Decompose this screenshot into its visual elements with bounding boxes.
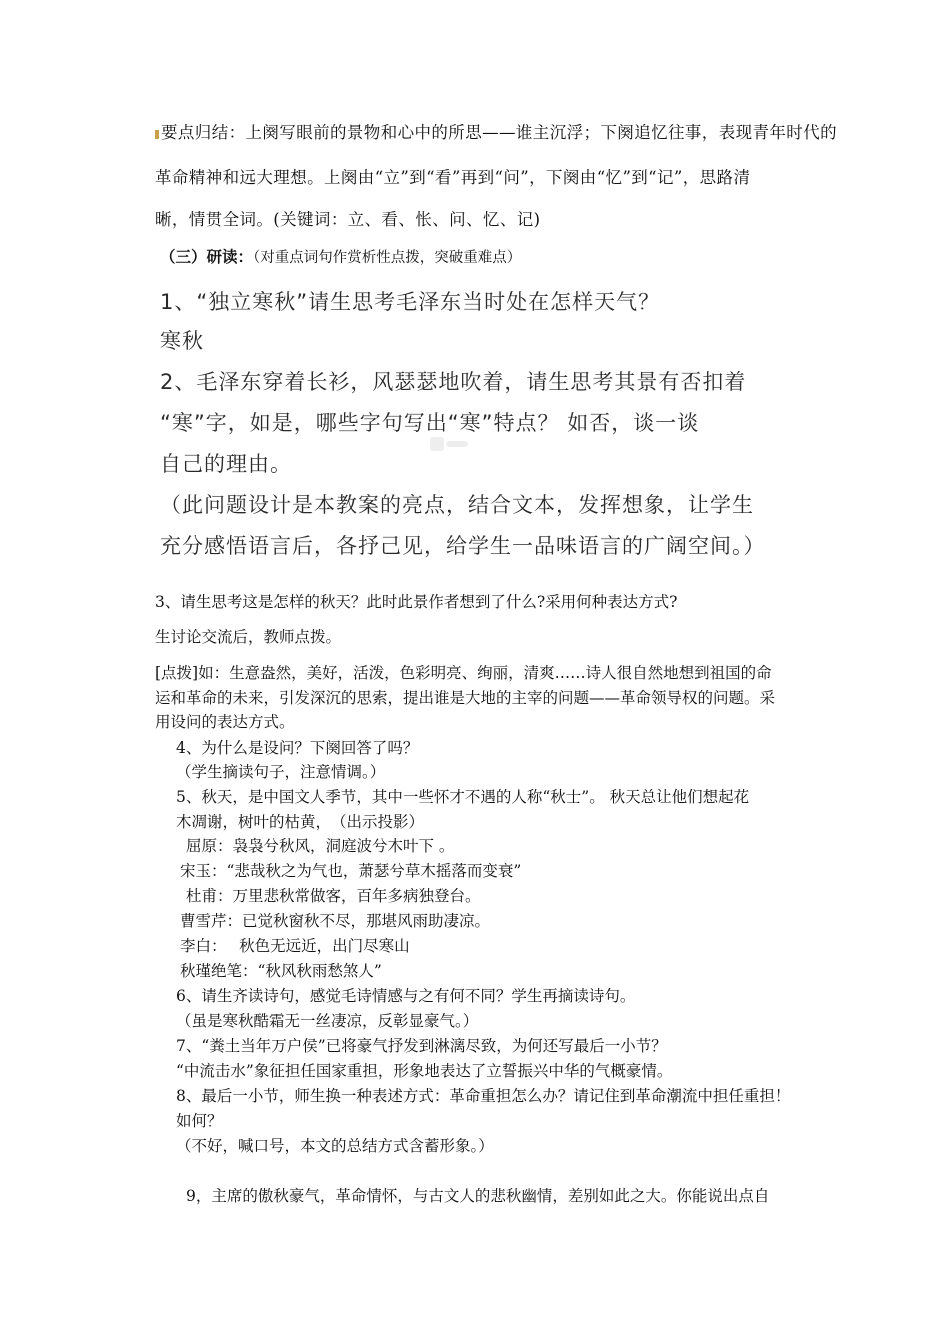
watermark-icon (430, 433, 470, 455)
summary-line-1 (155, 123, 837, 143)
q7-line: 7、“粪土当年万户侯”已将豪气抒发到淋漓尽致，为何还写最后一小节？ (176, 1037, 667, 1055)
q3-line: 3、请生思考这是怎样的秋天？此时此景作者想到了什么?采用何种表达方式? (155, 593, 678, 611)
section-heading-note: （对重点词句作赏析性点拨，突破重难点） (253, 250, 522, 266)
q8-line-2: 如何？ (176, 1112, 223, 1130)
summary-line-2: 革命精神和远大理想。上阕由“立”到“看”再到“问”，下阕由“忆”到“记”，思路清 (155, 168, 751, 187)
margin-marker (155, 130, 159, 139)
image-line-7: 充分感悟语言后，各抒己见，给学生一品味语言的广阔空间。） (160, 534, 766, 558)
image-line-6: （此问题设计是本教案的亮点，结合文本，发挥想象，让学生 (160, 493, 754, 517)
q7-answer: “中流击水”象征担任国家重担，形象地表达了立誓振兴中华的气概豪情。 (176, 1062, 673, 1080)
poem-quyuan: 屈原：袅袅兮秋风，洞庭波兮木叶下 。 (186, 837, 455, 855)
q4-note: （学生摘读句子，注意情调。） (176, 763, 386, 781)
hint-line-2: 运和革命的未来，引发深沉的思索，提出谁是大地的主宰的问题——革命领导权的问题。采 (155, 689, 776, 707)
poem-libai: 李白： 秋色无远近，出门尽寒山 (180, 937, 410, 955)
poem-songyu: 宋玉：“悲哉秋之为气也，萧瑟兮草木摇落而变衰” (180, 862, 522, 880)
q4-line: 4、为什么是设问？下阕回答了吗？ (176, 739, 419, 757)
q5-line-1: 5、秋天，是中国文人季节，其中一些怀才不遇的人称“秋士”。 秋天总让他们想起花 (176, 788, 750, 806)
discussion-line: 生讨论交流后，教师点拨。 (155, 628, 342, 646)
hint-line-1: [点拨]如：生意盎然，美好，活泼，色彩明亮、绚丽，清爽……诗人很自然地想到祖国的命 (155, 664, 772, 682)
image-line-3: 2、毛泽东穿着长衫，风瑟瑟地吹着，请生思考其景有否扣着 (160, 370, 747, 394)
hint-line-3: 用设问的表达方式。 (155, 713, 295, 731)
q6-note: （虽是寒秋酷霜无一丝凄凉，反彰显豪气。） (176, 1012, 479, 1030)
image-line-4: “寒”字，如是，哪些字句写出“寒”特点？ 如否，谈一谈 (160, 411, 700, 435)
poem-qiujin: 秋瑾绝笔：“秋风秋雨愁煞人” (180, 962, 382, 980)
section-heading-label: （三）研读： (160, 247, 254, 266)
poem-caoxueqin: 曹雪芹：已觉秋窗秋不尽，那堪风雨助凄凉。 (180, 912, 491, 930)
q5-line-2: 木凋谢，树叶的枯黄， （出示投影） (176, 813, 425, 831)
embedded-image-text (150, 283, 790, 573)
q6-line: 6、请生齐读诗句，感觉毛诗情感与之有何不同？学生再摘读诗句。 (176, 987, 636, 1005)
image-line-2: 寒秋 (160, 329, 204, 353)
summary-line-1-text: 要点归结：上阕写眼前的景物和心中的所思——谁主沉浮；下阕追忆往事，表现青年时代的 (161, 123, 837, 142)
q8-note: （不好，喊口号，本文的总结方式含蓄形象。） (176, 1137, 494, 1155)
q9-line: 9，主席的傲秋豪气，革命情怀，与古文人的悲秋幽情，差别如此之大。你能说出点自 (186, 1187, 770, 1205)
poem-dufu: 杜甫：万里悲秋常做客，百年多病独登台。 (186, 887, 481, 905)
image-line-5: 自己的理由。 (160, 452, 292, 476)
summary-line-3: 晰，情贯全词。(关键词：立、看、怅、问、忆、记) (155, 210, 541, 229)
section-heading-3 (160, 247, 521, 268)
image-line-1: 1、“独立寒秋”请生思考毛泽东当时处在怎样天气？ (160, 290, 661, 314)
q8-line-1: 8、最后一小节，师生换一种表述方式：革命重担怎么办？请记住到革命潮流中担任重担！ (176, 1087, 791, 1105)
